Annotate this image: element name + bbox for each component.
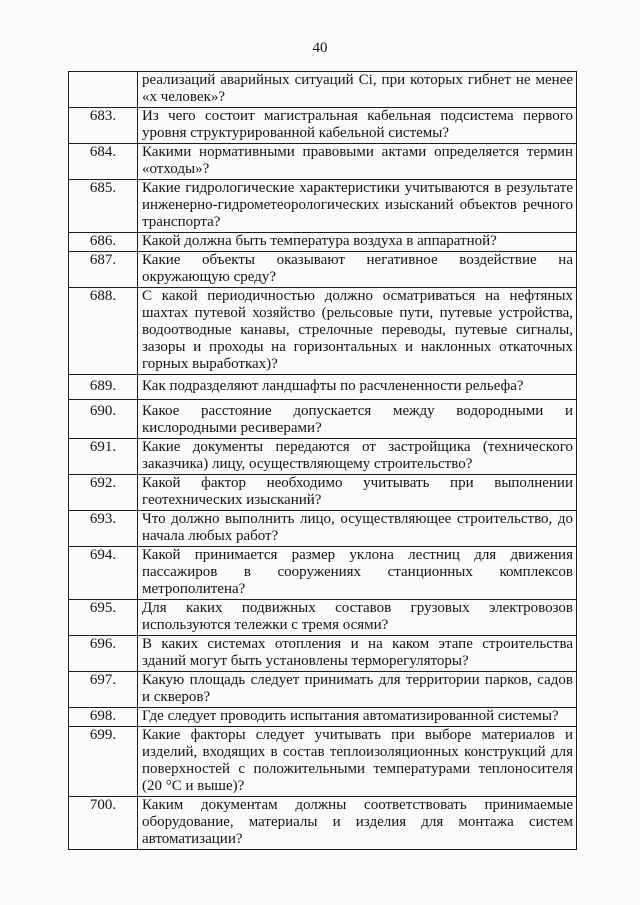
table-row: [69, 375, 577, 400]
question-text: Что должно выполнить лицо, осуществляющее строительство, до начала любых работ?: [138, 511, 577, 547]
question-text: Какие объекты оказывают негативное воздействие на окружающую среду?: [138, 252, 577, 288]
question-number: 691.: [69, 439, 138, 475]
table-row: [69, 475, 577, 511]
question-text: С какой периодичностью должно осматриваться на нефтяных шахтах путевой хозяйство (рельсовые пути, путевые устройства, водоотводные канавы, стрелочные переводы, путевые сигналы, зазоры и проходы на горизонтальных и наклонных откаточных горных выработках)?: [138, 288, 577, 375]
question-number: 683.: [69, 108, 138, 144]
question-text: Какие факторы следует учитывать при выборе материалов и изделий, входящих в состав теплоизоляционных конструкций для поверхностей с положительными температурами теплоносителя (20 °С и выше)?: [138, 727, 577, 797]
table-row: [69, 727, 577, 797]
table-row: [69, 511, 577, 547]
question-number: 687.: [69, 252, 138, 288]
table-row: [69, 636, 577, 672]
question-number: 696.: [69, 636, 138, 672]
table-row: [69, 180, 577, 233]
question-text: Из чего состоит магистральная кабельная подсистема первого уровня структурированной кабельной системы?: [138, 108, 577, 144]
question-text: Какие документы передаются от застройщика (технического заказчика) лицу, осуществляющему строительство?: [138, 439, 577, 475]
table-row: [69, 72, 577, 108]
table-row: [69, 672, 577, 708]
table-row: [69, 108, 577, 144]
question-number: 692.: [69, 475, 138, 511]
question-number: 690.: [69, 400, 138, 439]
table-row: [69, 400, 577, 439]
question-text: Какой должна быть температура воздуха в аппаратной?: [138, 233, 577, 252]
question-number: [69, 72, 138, 108]
table-row: [69, 547, 577, 600]
question-number: 694.: [69, 547, 138, 600]
question-number: 688.: [69, 288, 138, 375]
question-number: 699.: [69, 727, 138, 797]
question-text: Как подразделяют ландшафты по расчлененности рельефа?: [138, 375, 577, 400]
question-number: 686.: [69, 233, 138, 252]
question-number: 693.: [69, 511, 138, 547]
table-row: [69, 233, 577, 252]
question-number: 689.: [69, 375, 138, 400]
question-number: 685.: [69, 180, 138, 233]
question-text: Какими нормативными правовыми актами определяется термин «отходы»?: [138, 144, 577, 180]
question-text: Какие гидрологические характеристики учитываются в результате инженерно-гидрометеорологических изысканий объектов речного транспорта?: [138, 180, 577, 233]
question-number: 698.: [69, 708, 138, 727]
question-text: В каких системах отопления и на каком этапе строительства зданий могут быть установлены терморегуляторы?: [138, 636, 577, 672]
question-text: Какой фактор необходимо учитывать при выполнении геотехнических изысканий?: [138, 475, 577, 511]
question-number: 700.: [69, 797, 138, 850]
questions-table: [68, 71, 577, 850]
table-row: [69, 708, 577, 727]
table-row: [69, 144, 577, 180]
table-row: [69, 797, 577, 850]
table-row: [69, 600, 577, 636]
question-text: Какое расстояние допускается между водородными и кислородными ресиверами?: [138, 400, 577, 439]
table-row: [69, 439, 577, 475]
question-number: 695.: [69, 600, 138, 636]
question-text: реализаций аварийных ситуаций Ci, при которых гибнет не менее «х человек»?: [138, 72, 577, 108]
page-number: 40: [312, 40, 328, 56]
question-text: Для каких подвижных составов грузовых электровозов используются тележки с тремя осями?: [138, 600, 577, 636]
question-number: 697.: [69, 672, 138, 708]
question-number: 684.: [69, 144, 138, 180]
table-row: [69, 252, 577, 288]
question-text: Где следует проводить испытания автоматизированной системы?: [138, 708, 577, 727]
question-text: Какую площадь следует принимать для территории парков, садов и скверов?: [138, 672, 577, 708]
question-text: Каким документам должны соответствовать принимаемые оборудование, материалы и изделия для монтажа систем автоматизации?: [138, 797, 577, 850]
question-text: Какой принимается размер уклона лестниц для движения пассажиров в сооружениях станционных комплексов метрополитена?: [138, 547, 577, 600]
table-row: [69, 288, 577, 375]
